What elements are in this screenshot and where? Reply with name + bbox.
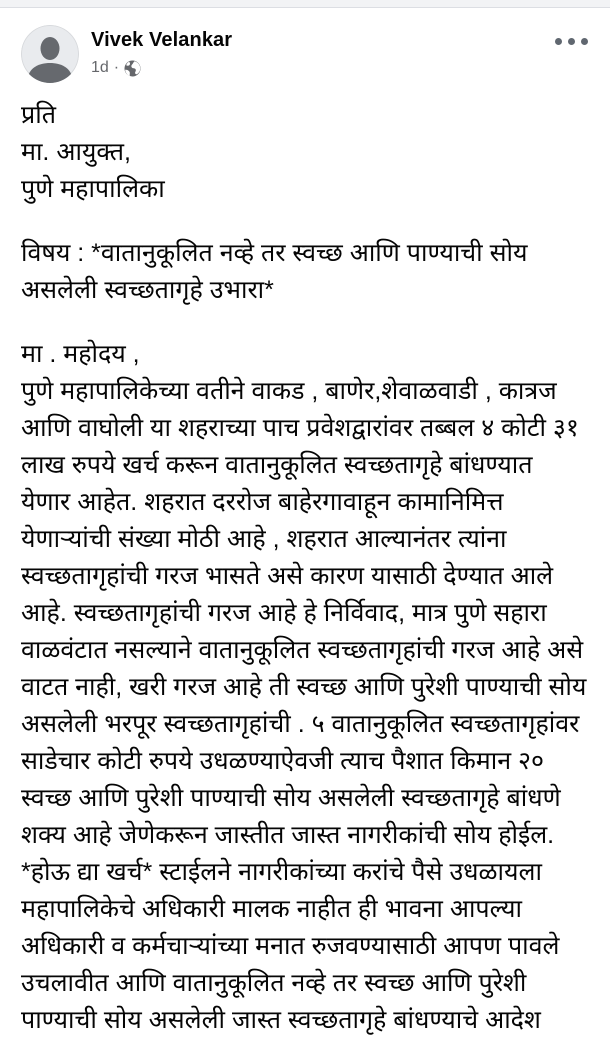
author-name[interactable]: Vivek Velankar bbox=[91, 29, 233, 51]
post-text-line: उचलावीत आणि वातानुकूलित नव्हे तर स्वच्छ आणि पुरेशी bbox=[21, 969, 527, 997]
post-separator bbox=[0, 0, 610, 8]
post-text-line: येणाऱ्यांची संख्या मोठी आहे , शहरात आल्यानंतर त्यांना bbox=[21, 525, 507, 553]
post-text-line: स्वच्छतागृहांची गरज भासते असे कारण यासाठी देण्यात आले bbox=[21, 562, 554, 590]
post-text-line: पुणे महापालिका bbox=[21, 175, 165, 203]
post-text-line: आणि वाघोली या शहराच्या पाच प्रवेशद्वारांवर तब्बल ४ कोटी ३१ bbox=[21, 414, 579, 442]
post-text-line: मा. आयुक्त, bbox=[21, 138, 131, 166]
globe-icon bbox=[124, 60, 141, 77]
header-info bbox=[91, 25, 551, 77]
post-text-line: *होऊ द्या खर्च* स्टाईलने नागरीकांच्या करांचे पैसे उधळायला bbox=[21, 858, 542, 886]
post-text-line: आहे. स्वच्छतागृहांची गरज आहे हे निर्विवाद, मात्र पुणे सहारा bbox=[21, 599, 547, 627]
post-paragraph-gap bbox=[21, 309, 590, 336]
post-text-line: अधिकारी व कर्मचाऱ्यांच्या मनात रुजवण्यासाठी आपण पावले bbox=[21, 932, 560, 960]
post-body bbox=[0, 97, 610, 1039]
post-meta bbox=[91, 59, 551, 77]
post-text-line: महापालिकेचे अधिकारी मालक नाहीत ही भावना आपल्या bbox=[21, 895, 523, 923]
ellipsis-icon bbox=[555, 38, 562, 45]
person-silhouette-icon bbox=[21, 25, 79, 83]
post-text-line: वाटत नाही, खरी गरज आहे ती स्वच्छ आणि पुरेशी पाण्याची सोय bbox=[21, 673, 587, 701]
post-text-line: असलेली स्वच्छतागृहे उभारा* bbox=[21, 276, 274, 304]
post-text-line: विषय : *वातानुकूलित नव्हे तर स्वच्छ आणि पाण्याची सोय bbox=[21, 239, 528, 267]
meta-separator: · bbox=[113, 59, 120, 76]
post-text-line: मा . महोदय , bbox=[21, 340, 140, 368]
post-text-line: शक्य आहे जेणेकरून जास्तीत जास्त नागरीकांची सोय होईल. bbox=[21, 821, 555, 849]
more-options-button[interactable] bbox=[551, 34, 592, 49]
post-paragraph-gap bbox=[21, 208, 590, 235]
post-text-line: लाख रुपये खर्च करून वातानुकूलित स्वच्छतागृहे बांधण्यात bbox=[21, 451, 533, 479]
post-text-line: पुणे महापालिकेच्या वतीने वाकड , बाणेर,शेवाळवाडी , कात्रज bbox=[21, 377, 557, 405]
ellipsis-icon bbox=[581, 38, 588, 45]
post-header bbox=[0, 8, 610, 83]
post-text-line: वाळवंटात नसल्याने वातानुकूलित स्वच्छतागृहांची गरज आहे असे bbox=[21, 636, 584, 664]
post-text-line: प्रति bbox=[21, 101, 56, 129]
avatar[interactable] bbox=[21, 25, 79, 83]
post-text-line: साडेचार कोटी रुपये उधळण्याऐवजी त्याच पैशात किमान २० bbox=[21, 747, 545, 775]
timestamp[interactable]: 1d bbox=[91, 59, 109, 76]
post-text-line: स्वच्छ आणि पुरेशी पाण्याची सोय असलेली स्वच्छतागृहे बांधणे bbox=[21, 784, 561, 812]
post-text-line: येणार आहेत. शहरात दररोज बाहेरगावाहून कामानिमित्त bbox=[21, 488, 504, 516]
post-text-line: असलेली भरपूर स्वच्छतागृहांची . ५ वातानुकूलित स्वच्छतागृहांवर bbox=[21, 710, 580, 738]
post-text-line: पाण्याची सोय असलेली जास्त स्वच्छतागृहे बांधण्याचे आदेश bbox=[21, 1006, 541, 1034]
ellipsis-icon bbox=[568, 38, 575, 45]
